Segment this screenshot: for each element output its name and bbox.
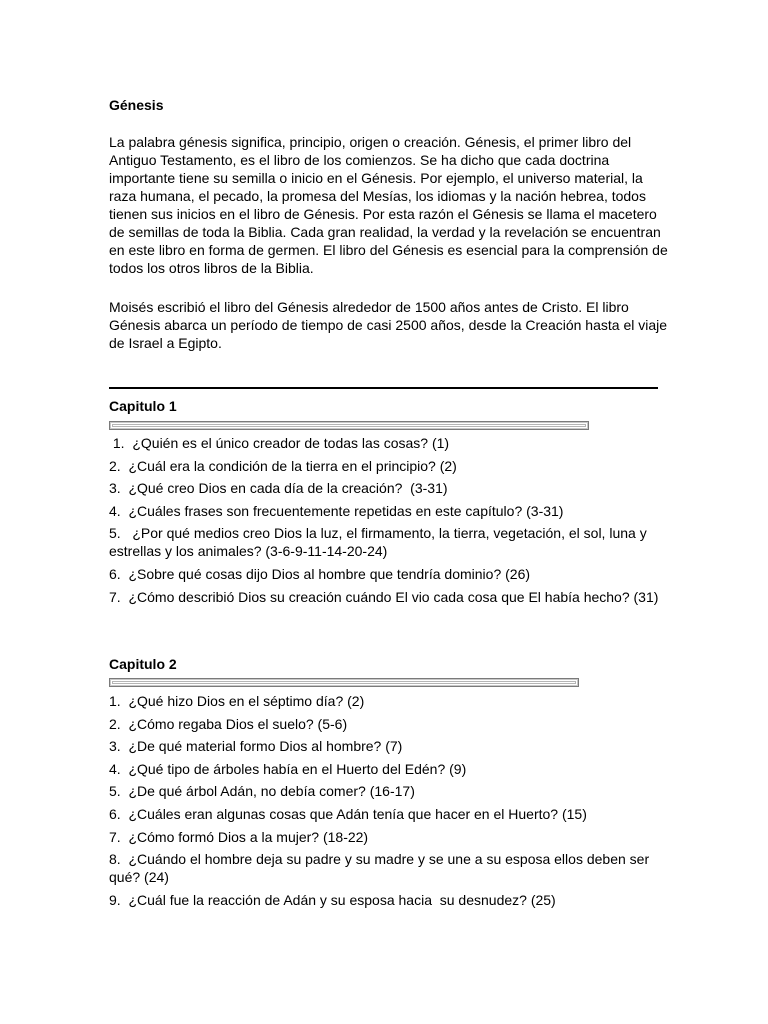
document-title: Génesis [109, 97, 164, 113]
question-item: 9. ¿Cuál fue la reacción de Adán y su esposa hacia su desnudez? (25) [109, 891, 556, 908]
question-item: 5. ¿Por qué medios creo Dios la luz, el firmamento, la tierra, vegetación, el sol, luna y estrellas y los animales? (3-6-9-11-14-20-24) [109, 525, 651, 560]
chapter-2-question-list [109, 692, 669, 913]
chapter-1-heading: Capitulo 1 [109, 398, 177, 414]
authorship-paragraph: Moisés escribió el libro del Génesis alrededor de 1500 años antes de Cristo. El libro Génesis abarca un período de tiempo de casi 2500 años, desde la Creación hasta el viaje de Israel a Egipto. [109, 299, 668, 351]
question-item: 6. ¿Sobre qué cosas dijo Dios al hombre que tendría dominio? (26) [109, 565, 531, 582]
question-item: 2. ¿Cómo regaba Dios el suelo? (5-6) [109, 715, 348, 732]
question-item: 8. ¿Cuándo el hombre deja su padre y su madre y se une a su esposa ellos deben ser qué? (24) [109, 851, 657, 886]
chapter-1-answer-field[interactable] [109, 421, 589, 430]
question-item: 7. ¿Cómo describió Dios su creación cuándo El vio cada cosa que El había hecho? (31) [109, 588, 659, 605]
intro-paragraph: La palabra génesis significa, principio, origen o creación. Génesis, el primer libro del Antiguo Testamento, es el libro de los comienzos. Se ha dicho que cada doctrina importante tiene su semilla o inicio en el Génesis. Por ejemplo, el universo material, la raza humana, el pecado, la promesa del Mesías, los idiomas y la nación hebrea, todos tienen sus inicios en el libro de Génesis. Por esta razón el Génesis se llama el macetero de semillas de toda la Biblia. Cada gran realidad, la verdad y la revelación se encuentran en este libro en forma de germen. El libro del Génesis es esencial para la comprensión de todos los otros libros de la Biblia. [109, 134, 668, 276]
question-item: 7. ¿Cómo formó Dios a la mujer? (18-22) [109, 828, 369, 845]
question-item: 1. ¿Qué hizo Dios en el séptimo día? (2) [109, 693, 365, 709]
section-divider [109, 387, 658, 389]
chapter-2-answer-field[interactable] [109, 678, 579, 687]
question-item: 4. ¿Qué tipo de árboles había en el Huerto del Edén? (9) [109, 760, 467, 777]
question-item: 5. ¿De qué árbol Adán, no debía comer? (16-17) [109, 783, 415, 800]
chapter-1-question-list [109, 434, 669, 610]
question-item: 2. ¿Cuál era la condición de la tierra en el principio? (2) [109, 457, 457, 474]
question-item: 3. ¿Qué creo Dios en cada día de la creación? (3-31) [109, 480, 448, 497]
question-item: 4. ¿Cuáles frases son frecuentemente repetidas en este capítulo? (3-31) [109, 502, 564, 519]
question-item: 1. ¿Quién es el único creador de todas las cosas? (1) [109, 435, 450, 451]
chapter-2-heading: Capitulo 2 [109, 656, 177, 672]
question-item: 6. ¿Cuáles eran algunas cosas que Adán tenía que hacer en el Huerto? (15) [109, 805, 587, 822]
question-item: 3. ¿De qué material formo Dios al hombre? (7) [109, 738, 403, 755]
